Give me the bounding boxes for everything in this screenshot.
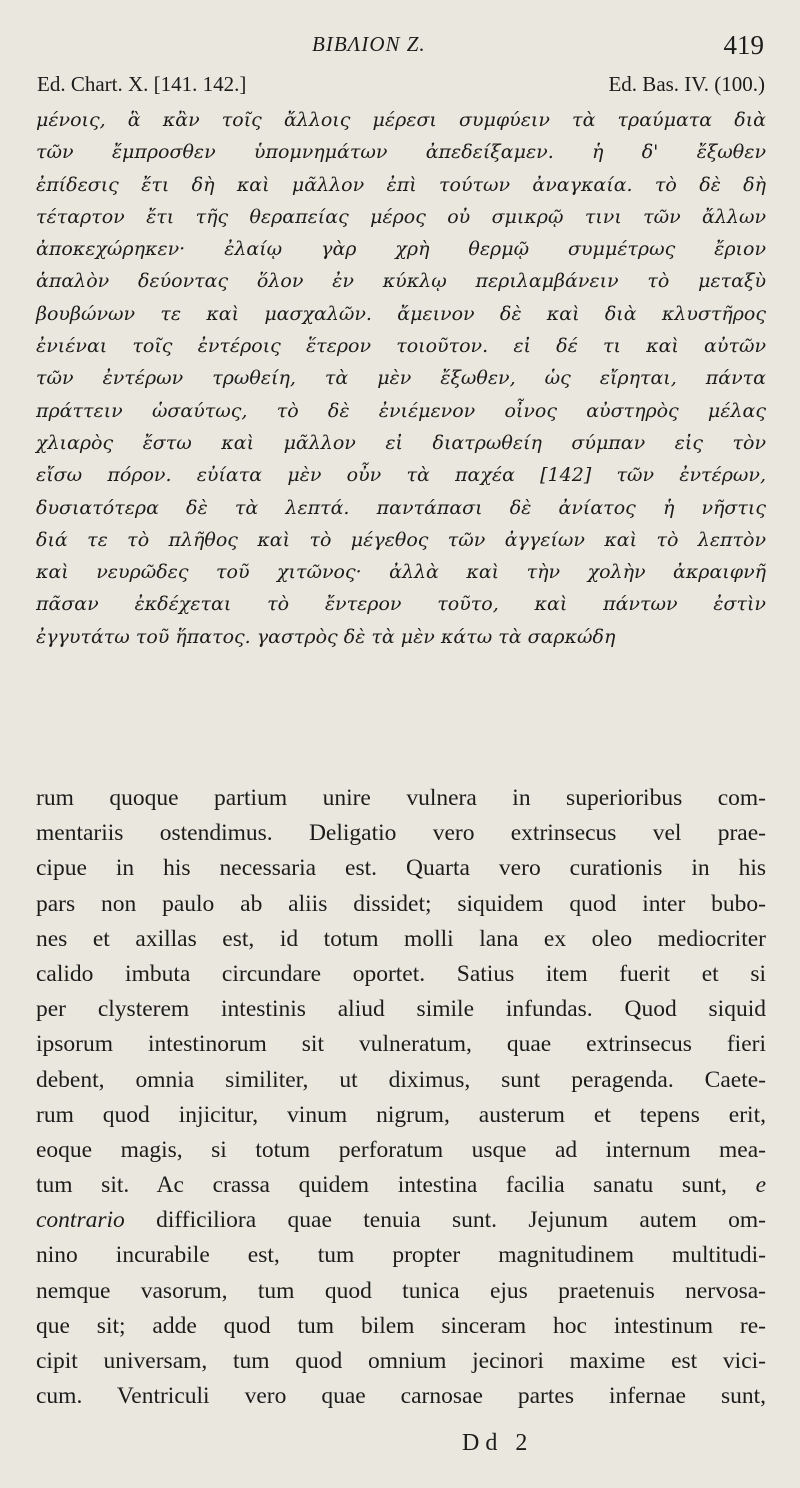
greek-line: ἁπαλὸν δεύοντας ὅλον ἐν κύκλῳ περιλαμβάνειν τὸ μεταξὺ [36, 270, 766, 293]
italic-word: e [755, 1172, 766, 1199]
greek-line: ἀποκεχώρηκεν· ἐλαίῳ γὰρ χρὴ θερμῷ συμμέτρως ἔριον [36, 238, 766, 261]
latin-line: pars non paulo ab aliis dissidet; siquidem quod inter bubo- [36, 890, 766, 917]
book-title: BIBΛΙΟΝ Ζ. [312, 32, 426, 56]
greek-line: καὶ νευρῶδες τοῦ χιτῶνος· ἀλλὰ καὶ τὴν χολὴν ἀκραιφνῆ [36, 561, 766, 584]
greek-line: μένοις, ἃ κἂν τοῖς ἄλλοις μέρεσι συμφύειν τὰ τραύματα διὰ [36, 109, 766, 131]
printer-signature-mark: Dd 2 [462, 1430, 534, 1456]
latin-line: rum quoque partium unire vulnera in superioribus com- [36, 785, 766, 811]
greek-line: τῶν ἔμπροσθεν ὑπομνημάτων ἀπεδείξαμεν. ἡ δ' ἔξωθεν [36, 141, 766, 164]
greek-line: ἐνιέναι τοῖς ἐντέροις ἕτερον τοιοῦτον. εἰ δέ τι καὶ αὐτῶν [36, 335, 766, 358]
latin-line: ipsorum intestinorum sit vulneratum, quae extrinsecus fieri [36, 1031, 766, 1058]
latin-line: debent, omnia similiter, ut diximus, sunt peragenda. Caete- [36, 1066, 766, 1093]
greek-line: τέταρτον ἔτι τῆς θεραπείας μέρος οὐ σμικρῷ τινι τῶν ἄλλων [36, 205, 766, 228]
greek-line: ἐγγυτάτω τοῦ ἥπατος. γαστρὸς δὲ τὰ μὲν κάτω τὰ σαρκώδη [36, 625, 616, 648]
edition-basel-ref: Ed. Bas. IV. (100.) [608, 72, 765, 96]
greek-line: πράττειν ὡσαύτως, τὸ δὲ ἐνιέμενον οἶνος αὐστηρὸς μέλας [36, 399, 766, 422]
latin-line: eoque magis, si totum perforatum usque ad internum mea- [36, 1136, 766, 1163]
greek-line: δυσιατότερα δὲ τὰ λεπτά. παντάπασι δὲ ἀνίατος ἡ νῆστις [36, 496, 766, 519]
italic-word: contrario [36, 1207, 125, 1234]
greek-line: χλιαρὸς ἔστω καὶ μᾶλλον εἰ διατρωθείη σύμπαν εἰς τὸν [36, 431, 766, 454]
latin-line: nemque vasorum, tum quod tunica ejus praetenuis nervosa- [36, 1277, 766, 1304]
greek-line: τῶν ἐντέρων τρωθείη, τὰ μὲν ἔξωθεν, ὡς εἴρηται, πάντα [36, 367, 766, 390]
latin-line: contrario difficiliora quae tenuia sunt. Jejunum autem om- [36, 1207, 766, 1234]
latin-line: tum sit. Ac crassa quidem intestina facilia sanatu sunt, e [36, 1172, 766, 1199]
latin-line: nino incurabile est, tum propter magnitudinem multitudi- [36, 1242, 766, 1269]
latin-line: rum quod injicitur, vinum nigrum, austerum et tepens erit, [36, 1101, 766, 1128]
greek-text-block [36, 104, 766, 653]
latin-line: nes et axillas est, id totum molli lana ex oleo mediocriter [36, 925, 766, 952]
latin-line: que sit; adde quod tum bilem sinceram hoc intestinum re- [36, 1312, 766, 1339]
latin-line: calido imbuta circundare oportet. Satius item fuerit et si [36, 960, 766, 987]
running-head [0, 30, 800, 70]
greek-line: πᾶσαν ἐκδέχεται τὸ ἔντερον τοῦτο, καὶ πάντων ἐστὶν [36, 593, 766, 616]
greek-line: βουβώνων τε καὶ μασχαλῶν. ἄμεινον δὲ καὶ διὰ κλυστῆρος [36, 302, 766, 325]
latin-line: cum. Ventriculi vero quae carnosae partes infernae sunt, [36, 1383, 766, 1410]
page-number: 419 [723, 30, 764, 60]
greek-line: εἴσω πόρον. εὐίατα μὲν οὖν τὰ παχέα [142] τῶν ἐντέρων, [36, 464, 766, 487]
latin-line: per clysterem intestinis aliud simile infundas. Quod siquid [36, 996, 766, 1023]
latin-text-block [36, 781, 766, 1414]
greek-line: ἐπίδεσις ἔτι δὴ καὶ μᾶλλον ἐπὶ τούτων ἀναγκαία. τὸ δὲ δὴ [36, 173, 766, 196]
latin-line: cipit universam, tum quod omnium jecinori maxime est vici- [36, 1348, 766, 1374]
greek-line: διά τε τὸ πλῆθος καὶ τὸ μέγεθος τῶν ἀγγείων καὶ τὸ λεπτὸν [36, 528, 766, 551]
edition-reference-line [37, 72, 765, 97]
latin-line: mentariis ostendimus. Deligatio vero extrinsecus vel prae- [36, 820, 766, 847]
latin-line: cipue in his necessaria est. Quarta vero curationis in his [36, 855, 766, 882]
edition-chartier-ref: Ed. Chart. X. [141. 142.] [37, 72, 247, 96]
